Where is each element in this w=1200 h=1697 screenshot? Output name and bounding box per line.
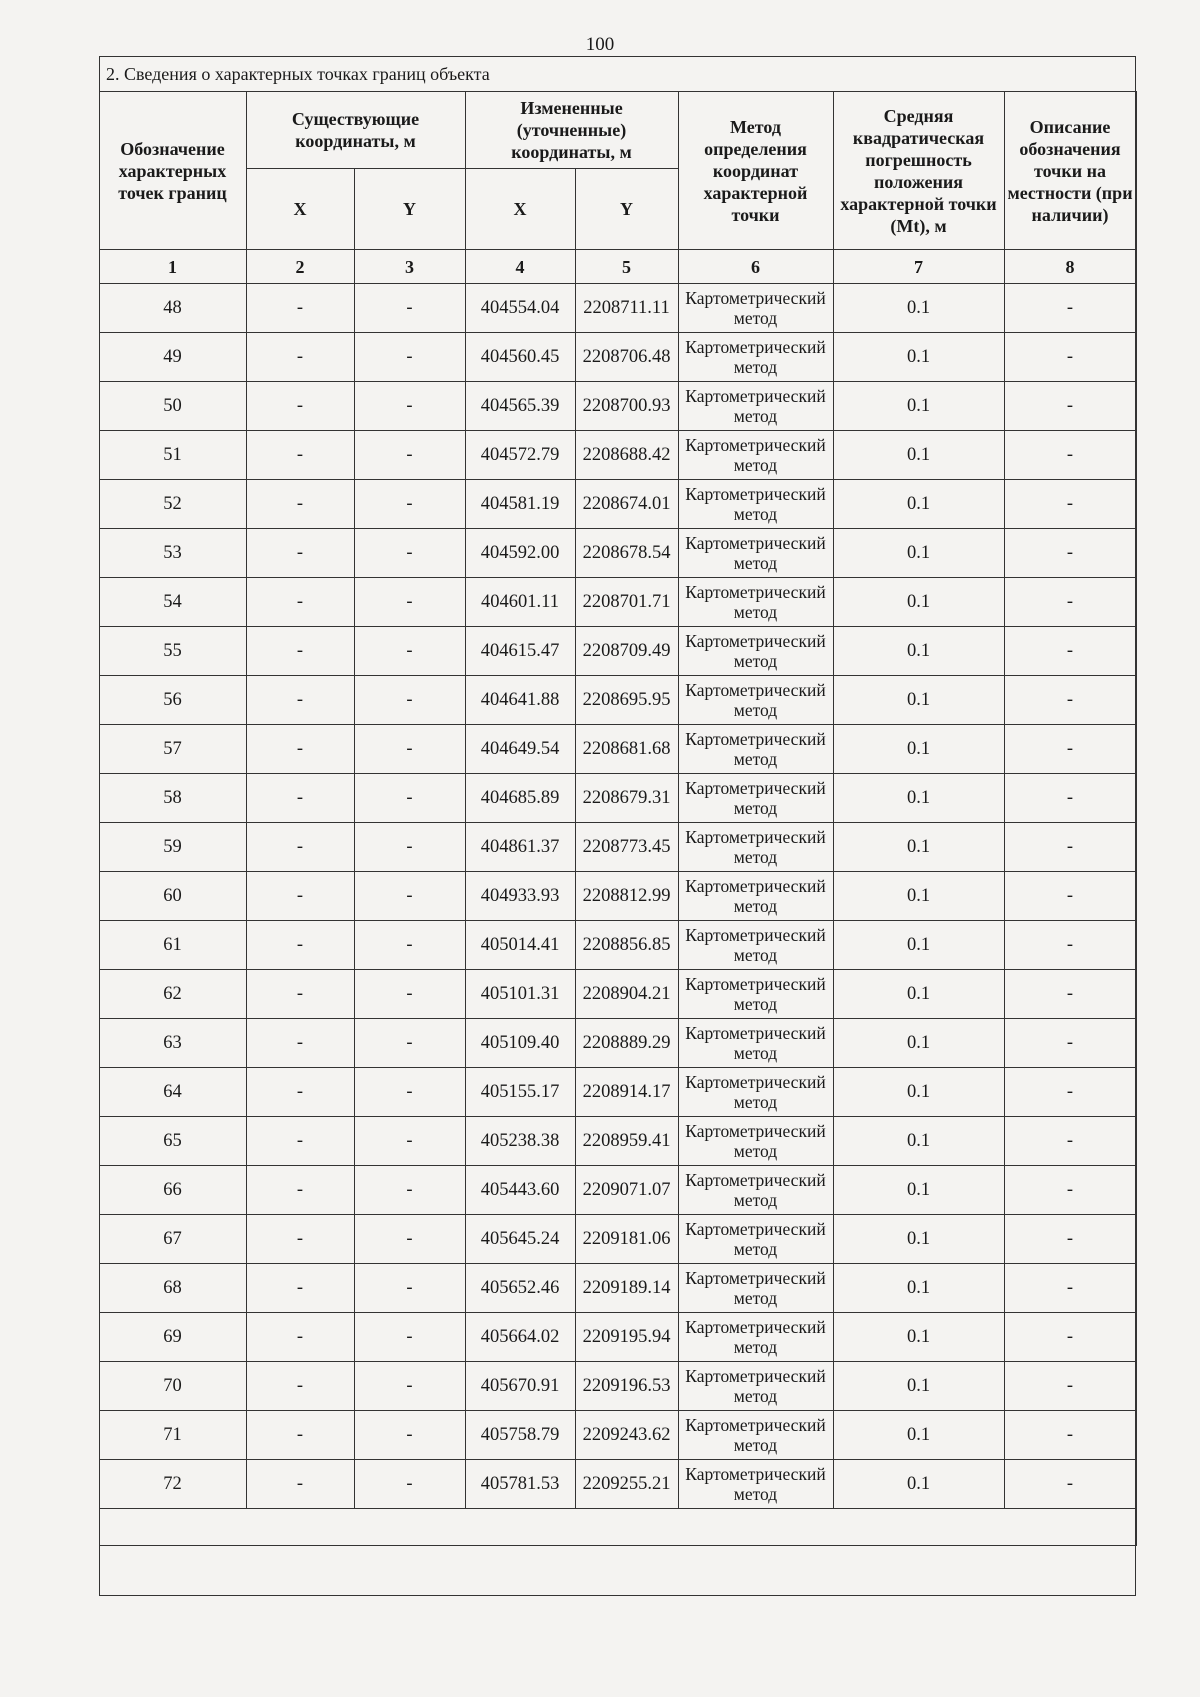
cell-mean-error: 0.1 xyxy=(833,382,1004,431)
cell-method: Картометрический метод xyxy=(678,921,833,970)
cell-mean-error: 0.1 xyxy=(833,921,1004,970)
cell-point-number: 64 xyxy=(99,1068,246,1117)
cell-point-number: 52 xyxy=(99,480,246,529)
header-mean-error: Средняя квадратическая погрешность положения характерной точки (Mt), м xyxy=(833,92,1004,250)
cell-description: - xyxy=(1004,529,1136,578)
cell-changed-y: 2208959.41 xyxy=(575,1117,678,1166)
cell-point-number: 50 xyxy=(99,382,246,431)
cell-changed-y: 2209243.62 xyxy=(575,1411,678,1460)
table-row xyxy=(99,1117,1136,1166)
cell-existing-x: - xyxy=(246,1362,354,1411)
cell-description: - xyxy=(1004,774,1136,823)
table-row xyxy=(99,1264,1136,1313)
cell-existing-y: - xyxy=(354,627,465,676)
table-row xyxy=(99,1411,1136,1460)
cell-existing-x: - xyxy=(246,872,354,921)
cell-mean-error: 0.1 xyxy=(833,578,1004,627)
cell-existing-x: - xyxy=(246,725,354,774)
cell-existing-y: - xyxy=(354,1362,465,1411)
table-row xyxy=(99,431,1136,480)
cell-existing-x: - xyxy=(246,921,354,970)
cell-mean-error: 0.1 xyxy=(833,970,1004,1019)
table-row xyxy=(99,1362,1136,1411)
cell-mean-error: 0.1 xyxy=(833,284,1004,333)
cell-method: Картометрический метод xyxy=(678,1362,833,1411)
cell-existing-x: - xyxy=(246,284,354,333)
cell-existing-x: - xyxy=(246,333,354,382)
cell-description: - xyxy=(1004,823,1136,872)
cell-changed-x: 404649.54 xyxy=(465,725,575,774)
column-number: 3 xyxy=(354,250,465,284)
header-method: Метод определения координат характерной точки xyxy=(678,92,833,250)
table-row xyxy=(99,284,1136,333)
cell-existing-x: - xyxy=(246,382,354,431)
table-row xyxy=(99,725,1136,774)
cell-description: - xyxy=(1004,431,1136,480)
table-row xyxy=(99,1068,1136,1117)
column-number: 4 xyxy=(465,250,575,284)
cell-description: - xyxy=(1004,480,1136,529)
cell-changed-y: 2208856.85 xyxy=(575,921,678,970)
cell-changed-y: 2208709.49 xyxy=(575,627,678,676)
header-point-designation: Обозначение характерных точек границ xyxy=(99,92,246,250)
cell-changed-x: 405109.40 xyxy=(465,1019,575,1068)
cell-description: - xyxy=(1004,1215,1136,1264)
cell-point-number: 66 xyxy=(99,1166,246,1215)
cell-method: Картометрический метод xyxy=(678,823,833,872)
cell-mean-error: 0.1 xyxy=(833,1313,1004,1362)
table-row xyxy=(99,480,1136,529)
cell-method: Картометрический метод xyxy=(678,970,833,1019)
cell-existing-y: - xyxy=(354,578,465,627)
cell-description: - xyxy=(1004,284,1136,333)
table-row xyxy=(99,1313,1136,1362)
cell-existing-y: - xyxy=(354,431,465,480)
cell-description: - xyxy=(1004,578,1136,627)
cell-method: Картометрический метод xyxy=(678,872,833,921)
cell-method: Картометрический метод xyxy=(678,1117,833,1166)
cell-mean-error: 0.1 xyxy=(833,774,1004,823)
cell-description: - xyxy=(1004,1411,1136,1460)
cell-existing-x: - xyxy=(246,1166,354,1215)
cell-method: Картометрический метод xyxy=(678,1313,833,1362)
header-existing-coordinates: Существующие координаты, м xyxy=(246,92,465,169)
cell-mean-error: 0.1 xyxy=(833,1068,1004,1117)
cell-method: Картометрический метод xyxy=(678,480,833,529)
cell-existing-x: - xyxy=(246,774,354,823)
cell-method: Картометрический метод xyxy=(678,627,833,676)
cell-point-number: 72 xyxy=(99,1460,246,1509)
cell-mean-error: 0.1 xyxy=(833,1117,1004,1166)
cell-changed-y: 2208904.21 xyxy=(575,970,678,1019)
cell-mean-error: 0.1 xyxy=(833,823,1004,872)
cell-existing-y: - xyxy=(354,872,465,921)
cell-method: Картометрический метод xyxy=(678,1068,833,1117)
cell-changed-y: 2208914.17 xyxy=(575,1068,678,1117)
cell-point-number: 55 xyxy=(99,627,246,676)
cell-changed-x: 404615.47 xyxy=(465,627,575,676)
cell-existing-x: - xyxy=(246,1019,354,1068)
table-row xyxy=(99,382,1136,431)
cell-method: Картометрический метод xyxy=(678,1264,833,1313)
cell-mean-error: 0.1 xyxy=(833,872,1004,921)
table-row xyxy=(99,1019,1136,1068)
cell-changed-x: 405014.41 xyxy=(465,921,575,970)
cell-existing-y: - xyxy=(354,774,465,823)
table-row xyxy=(99,823,1136,872)
cell-description: - xyxy=(1004,1166,1136,1215)
cell-method: Картометрический метод xyxy=(678,529,833,578)
column-number: 2 xyxy=(246,250,354,284)
table-row xyxy=(99,1166,1136,1215)
cell-method: Картометрический метод xyxy=(678,1411,833,1460)
cell-existing-y: - xyxy=(354,529,465,578)
cell-changed-x: 405155.17 xyxy=(465,1068,575,1117)
cell-existing-y: - xyxy=(354,382,465,431)
cell-changed-y: 2208688.42 xyxy=(575,431,678,480)
cell-mean-error: 0.1 xyxy=(833,529,1004,578)
cell-mean-error: 0.1 xyxy=(833,1264,1004,1313)
cell-changed-x: 404641.88 xyxy=(465,676,575,725)
cell-point-number: 68 xyxy=(99,1264,246,1313)
cell-point-number: 57 xyxy=(99,725,246,774)
document-frame xyxy=(99,56,1136,1596)
cell-existing-x: - xyxy=(246,823,354,872)
cell-description: - xyxy=(1004,1264,1136,1313)
cell-mean-error: 0.1 xyxy=(833,725,1004,774)
cell-changed-y: 2208711.11 xyxy=(575,284,678,333)
cell-changed-x: 404592.00 xyxy=(465,529,575,578)
cell-changed-y: 2209189.14 xyxy=(575,1264,678,1313)
cell-mean-error: 0.1 xyxy=(833,627,1004,676)
cell-changed-y: 2208674.01 xyxy=(575,480,678,529)
cell-mean-error: 0.1 xyxy=(833,1215,1004,1264)
cell-changed-x: 405664.02 xyxy=(465,1313,575,1362)
cell-existing-x: - xyxy=(246,676,354,725)
boundary-points-table xyxy=(99,91,1137,1546)
cell-existing-x: - xyxy=(246,480,354,529)
cell-existing-x: - xyxy=(246,627,354,676)
cell-mean-error: 0.1 xyxy=(833,431,1004,480)
cell-mean-error: 0.1 xyxy=(833,1019,1004,1068)
cell-description: - xyxy=(1004,1117,1136,1166)
cell-existing-y: - xyxy=(354,1068,465,1117)
cell-point-number: 51 xyxy=(99,431,246,480)
cell-changed-x: 405670.91 xyxy=(465,1362,575,1411)
column-number: 5 xyxy=(575,250,678,284)
table-body xyxy=(99,284,1136,1546)
cell-point-number: 63 xyxy=(99,1019,246,1068)
cell-method: Картометрический метод xyxy=(678,774,833,823)
cell-existing-y: - xyxy=(354,725,465,774)
cell-point-number: 69 xyxy=(99,1313,246,1362)
cell-existing-y: - xyxy=(354,1313,465,1362)
header-changed-y: Y xyxy=(575,169,678,250)
cell-description: - xyxy=(1004,872,1136,921)
empty-row xyxy=(99,1509,1136,1546)
cell-existing-y: - xyxy=(354,676,465,725)
cell-changed-x: 405758.79 xyxy=(465,1411,575,1460)
cell-mean-error: 0.1 xyxy=(833,1362,1004,1411)
cell-existing-x: - xyxy=(246,970,354,1019)
cell-changed-x: 404861.37 xyxy=(465,823,575,872)
cell-existing-x: - xyxy=(246,431,354,480)
cell-changed-x: 404685.89 xyxy=(465,774,575,823)
cell-existing-x: - xyxy=(246,1411,354,1460)
cell-changed-y: 2208701.71 xyxy=(575,578,678,627)
cell-point-number: 70 xyxy=(99,1362,246,1411)
column-number: 1 xyxy=(99,250,246,284)
cell-existing-x: - xyxy=(246,1215,354,1264)
cell-mean-error: 0.1 xyxy=(833,1411,1004,1460)
cell-point-number: 61 xyxy=(99,921,246,970)
cell-point-number: 60 xyxy=(99,872,246,921)
cell-point-number: 54 xyxy=(99,578,246,627)
cell-existing-y: - xyxy=(354,333,465,382)
cell-description: - xyxy=(1004,1460,1136,1509)
cell-existing-y: - xyxy=(354,1460,465,1509)
cell-changed-y: 2208812.99 xyxy=(575,872,678,921)
header-description: Описание обозначения точки на местности (при наличии) xyxy=(1004,92,1136,250)
cell-changed-y: 2209195.94 xyxy=(575,1313,678,1362)
cell-existing-y: - xyxy=(354,1117,465,1166)
table-row xyxy=(99,970,1136,1019)
cell-description: - xyxy=(1004,970,1136,1019)
cell-existing-x: - xyxy=(246,1460,354,1509)
cell-changed-x: 404554.04 xyxy=(465,284,575,333)
cell-existing-y: - xyxy=(354,1019,465,1068)
cell-changed-x: 405781.53 xyxy=(465,1460,575,1509)
cell-description: - xyxy=(1004,1362,1136,1411)
cell-method: Картометрический метод xyxy=(678,1215,833,1264)
section-title: 2. Сведения о характерных точках границ объекта xyxy=(100,57,1135,92)
cell-existing-x: - xyxy=(246,578,354,627)
cell-mean-error: 0.1 xyxy=(833,480,1004,529)
cell-point-number: 56 xyxy=(99,676,246,725)
cell-changed-y: 2208889.29 xyxy=(575,1019,678,1068)
cell-method: Картометрический метод xyxy=(678,676,833,725)
table-row xyxy=(99,333,1136,382)
cell-description: - xyxy=(1004,333,1136,382)
cell-changed-y: 2208700.93 xyxy=(575,382,678,431)
cell-description: - xyxy=(1004,676,1136,725)
cell-point-number: 59 xyxy=(99,823,246,872)
cell-existing-y: - xyxy=(354,921,465,970)
cell-existing-x: - xyxy=(246,1117,354,1166)
cell-changed-y: 2209255.21 xyxy=(575,1460,678,1509)
cell-mean-error: 0.1 xyxy=(833,333,1004,382)
header-existing-x: X xyxy=(246,169,354,250)
cell-existing-y: - xyxy=(354,823,465,872)
page-number: 100 xyxy=(585,34,615,55)
cell-point-number: 58 xyxy=(99,774,246,823)
cell-point-number: 67 xyxy=(99,1215,246,1264)
column-number: 7 xyxy=(833,250,1004,284)
cell-existing-x: - xyxy=(246,1313,354,1362)
cell-changed-x: 405238.38 xyxy=(465,1117,575,1166)
cell-existing-y: - xyxy=(354,1264,465,1313)
cell-changed-x: 404581.19 xyxy=(465,480,575,529)
cell-description: - xyxy=(1004,725,1136,774)
cell-existing-y: - xyxy=(354,1215,465,1264)
cell-changed-y: 2209071.07 xyxy=(575,1166,678,1215)
cell-method: Картометрический метод xyxy=(678,1166,833,1215)
table-row xyxy=(99,1460,1136,1509)
cell-changed-x: 404572.79 xyxy=(465,431,575,480)
cell-point-number: 53 xyxy=(99,529,246,578)
header-changed-coordinates: Измененные (уточненные) координаты, м xyxy=(465,92,678,169)
cell-changed-x: 405101.31 xyxy=(465,970,575,1019)
cell-method: Картометрический метод xyxy=(678,1460,833,1509)
cell-changed-y: 2208678.54 xyxy=(575,529,678,578)
cell-description: - xyxy=(1004,1313,1136,1362)
cell-changed-y: 2209196.53 xyxy=(575,1362,678,1411)
cell-description: - xyxy=(1004,1019,1136,1068)
header-changed-x: X xyxy=(465,169,575,250)
header-existing-y: Y xyxy=(354,169,465,250)
table-row xyxy=(99,774,1136,823)
empty-cell xyxy=(99,1509,1136,1546)
column-number: 6 xyxy=(678,250,833,284)
cell-changed-x: 404933.93 xyxy=(465,872,575,921)
cell-changed-x: 405645.24 xyxy=(465,1215,575,1264)
cell-point-number: 48 xyxy=(99,284,246,333)
cell-changed-x: 405652.46 xyxy=(465,1264,575,1313)
cell-changed-y: 2208773.45 xyxy=(575,823,678,872)
cell-mean-error: 0.1 xyxy=(833,1166,1004,1215)
cell-point-number: 62 xyxy=(99,970,246,1019)
cell-changed-x: 404560.45 xyxy=(465,333,575,382)
cell-changed-y: 2209181.06 xyxy=(575,1215,678,1264)
cell-point-number: 65 xyxy=(99,1117,246,1166)
cell-changed-y: 2208706.48 xyxy=(575,333,678,382)
cell-changed-x: 404565.39 xyxy=(465,382,575,431)
cell-changed-y: 2208695.95 xyxy=(575,676,678,725)
cell-method: Картометрический метод xyxy=(678,284,833,333)
cell-point-number: 71 xyxy=(99,1411,246,1460)
cell-changed-y: 2208679.31 xyxy=(575,774,678,823)
cell-method: Картометрический метод xyxy=(678,725,833,774)
table-row xyxy=(99,872,1136,921)
cell-description: - xyxy=(1004,921,1136,970)
cell-description: - xyxy=(1004,1068,1136,1117)
cell-description: - xyxy=(1004,627,1136,676)
cell-existing-y: - xyxy=(354,480,465,529)
cell-description: - xyxy=(1004,382,1136,431)
column-number: 8 xyxy=(1004,250,1136,284)
cell-method: Картометрический метод xyxy=(678,431,833,480)
cell-mean-error: 0.1 xyxy=(833,676,1004,725)
cell-existing-y: - xyxy=(354,970,465,1019)
table-row xyxy=(99,578,1136,627)
table-row xyxy=(99,627,1136,676)
cell-existing-y: - xyxy=(354,1166,465,1215)
cell-method: Картометрический метод xyxy=(678,382,833,431)
cell-existing-y: - xyxy=(354,1411,465,1460)
cell-point-number: 49 xyxy=(99,333,246,382)
cell-method: Картометрический метод xyxy=(678,578,833,627)
cell-method: Картометрический метод xyxy=(678,1019,833,1068)
cell-changed-x: 404601.11 xyxy=(465,578,575,627)
table-row xyxy=(99,676,1136,725)
cell-existing-x: - xyxy=(246,529,354,578)
cell-method: Картометрический метод xyxy=(678,333,833,382)
cell-mean-error: 0.1 xyxy=(833,1460,1004,1509)
cell-changed-x: 405443.60 xyxy=(465,1166,575,1215)
table-row xyxy=(99,1215,1136,1264)
cell-existing-y: - xyxy=(354,284,465,333)
cell-existing-x: - xyxy=(246,1264,354,1313)
table-row xyxy=(99,921,1136,970)
table-row xyxy=(99,529,1136,578)
cell-changed-y: 2208681.68 xyxy=(575,725,678,774)
cell-existing-x: - xyxy=(246,1068,354,1117)
